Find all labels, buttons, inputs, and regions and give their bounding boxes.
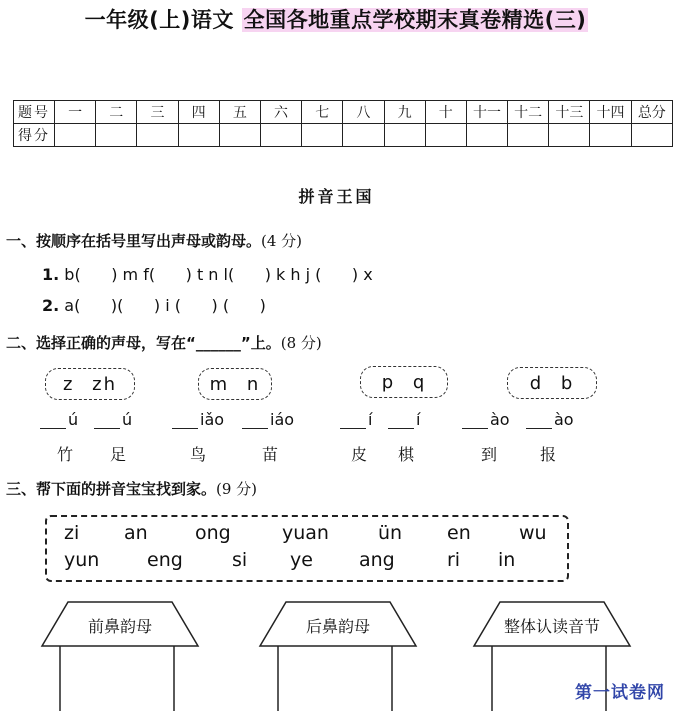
question-3-text: 三、帮下面的拼音宝宝找到家。 xyxy=(6,480,217,498)
score-cell[interactable] xyxy=(631,124,672,147)
hanzi-character: 报 xyxy=(540,445,557,464)
score-col-8: 八 xyxy=(343,101,384,124)
title-highlight: 全国各地重点学校期末真卷精选(三) xyxy=(243,8,587,32)
house-back-nasal[interactable] xyxy=(258,600,418,711)
question-1-points: (4 分) xyxy=(261,232,303,250)
score-col-1: 一 xyxy=(55,101,96,124)
pinyin-syllable[interactable]: wu xyxy=(519,522,547,544)
pinyin-syllable[interactable]: si xyxy=(232,549,248,571)
question-2-text: 二、选择正确的声母，写在“______”上。 xyxy=(6,334,281,352)
pinyin-syllable[interactable]: zi xyxy=(64,522,80,544)
choice-cloud-1: z zh xyxy=(45,368,135,400)
answer-blank[interactable] xyxy=(340,410,372,429)
pinyin-syllable[interactable]: in xyxy=(498,549,516,571)
answer-blank[interactable] xyxy=(172,410,224,429)
line-text: b( ) m f( ) t n l( ) k h j ( ) x xyxy=(59,265,373,284)
score-col-10: 十 xyxy=(425,101,466,124)
score-cell[interactable] xyxy=(549,124,590,147)
blank-final: ào xyxy=(554,410,574,429)
score-cell[interactable] xyxy=(302,124,343,147)
hanzi-character: 竹 xyxy=(57,445,74,464)
house-label: 后鼻韵母 xyxy=(305,617,370,636)
hanzi-character: 鸟 xyxy=(190,445,207,464)
score-cell[interactable] xyxy=(343,124,384,147)
pinyin-syllable[interactable]: ang xyxy=(359,549,395,571)
blank-line[interactable] xyxy=(40,412,66,429)
blank-line[interactable] xyxy=(242,412,268,429)
score-col-total: 总分 xyxy=(631,101,672,124)
score-cell[interactable] xyxy=(384,124,425,147)
pinyin-syllable[interactable]: ye xyxy=(290,549,313,571)
question-3-points: (9 分) xyxy=(216,480,258,498)
answer-blank[interactable] xyxy=(94,410,132,429)
score-col-9: 九 xyxy=(384,101,425,124)
pinyin-syllable[interactable]: an xyxy=(124,522,148,544)
score-table-score-row xyxy=(14,124,673,147)
question-1-text: 一、按顺序在括号里写出声母或韵母。 xyxy=(6,232,262,250)
choice-cloud-2: m n xyxy=(198,368,272,400)
answer-blank[interactable] xyxy=(40,410,78,429)
house-label: 前鼻韵母 xyxy=(87,617,152,636)
score-col-3: 三 xyxy=(137,101,178,124)
answer-blank[interactable] xyxy=(462,410,510,429)
house-front-nasal[interactable] xyxy=(40,600,200,711)
hanzi-character: 苗 xyxy=(262,445,279,464)
hanzi-character: 足 xyxy=(110,445,127,464)
score-col-14: 十四 xyxy=(590,101,631,124)
blank-final: í xyxy=(416,410,421,429)
blank-line[interactable] xyxy=(340,412,366,429)
score-col-5: 五 xyxy=(219,101,260,124)
line-number: 1. xyxy=(42,265,60,284)
choice-cloud-3: p q xyxy=(360,366,448,398)
hanzi-character: 皮 xyxy=(351,445,368,464)
blank-line[interactable] xyxy=(526,412,552,429)
score-col-13: 十三 xyxy=(549,101,590,124)
blank-final: ú xyxy=(122,410,133,429)
hanzi-character: 棋 xyxy=(398,445,415,464)
question-3-title xyxy=(6,478,257,499)
blank-final: ào xyxy=(490,410,510,429)
score-cell[interactable] xyxy=(178,124,219,147)
question-1-line-1 xyxy=(42,265,373,284)
pinyin-syllable[interactable]: eng xyxy=(147,549,183,571)
pinyin-syllable[interactable]: yun xyxy=(64,549,100,571)
score-cell[interactable] xyxy=(55,124,96,147)
score-cell[interactable] xyxy=(260,124,301,147)
score-col-7: 七 xyxy=(302,101,343,124)
section-title: 拼音王国 xyxy=(298,187,375,206)
score-row-label: 得分 xyxy=(14,124,55,147)
answer-blank[interactable] xyxy=(242,410,294,429)
score-cell[interactable] xyxy=(137,124,178,147)
score-col-11: 十一 xyxy=(466,101,507,124)
blank-final: í xyxy=(368,410,373,429)
score-cell[interactable] xyxy=(590,124,631,147)
question-1-line-2 xyxy=(42,296,266,315)
line-number: 2. xyxy=(42,296,60,315)
blank-line[interactable] xyxy=(94,412,120,429)
score-col-2: 二 xyxy=(96,101,137,124)
blank-line[interactable] xyxy=(462,412,488,429)
blank-final: iáo xyxy=(270,410,295,429)
title-prefix: 一年级(上)语文 xyxy=(84,8,234,32)
score-table xyxy=(13,100,673,147)
question-2-points: (8 分) xyxy=(280,334,322,352)
score-table-header-row xyxy=(14,101,673,124)
question-2-title xyxy=(6,332,322,353)
hanzi-character: 到 xyxy=(481,445,498,464)
score-col-4: 四 xyxy=(178,101,219,124)
line-text: a( )( ) i ( ) ( ) xyxy=(59,296,266,315)
page-title xyxy=(0,4,673,34)
score-cell[interactable] xyxy=(466,124,507,147)
blank-line[interactable] xyxy=(172,412,198,429)
score-col-12: 十二 xyxy=(508,101,549,124)
score-cell[interactable] xyxy=(96,124,137,147)
score-col-6: 六 xyxy=(260,101,301,124)
answer-blank[interactable] xyxy=(388,410,420,429)
watermark: 第一试卷网 xyxy=(575,683,665,703)
choice-cloud-4: d b xyxy=(507,367,597,399)
house-label: 整体认读音节 xyxy=(503,617,600,636)
blank-line[interactable] xyxy=(388,412,414,429)
answer-blank[interactable] xyxy=(526,410,574,429)
blank-final: ú xyxy=(68,410,79,429)
pinyin-syllable[interactable]: ong xyxy=(195,522,231,544)
score-row-label: 题号 xyxy=(14,101,55,124)
pinyin-syllable[interactable]: ri xyxy=(447,549,461,571)
score-cell[interactable] xyxy=(508,124,549,147)
pinyin-syllable[interactable]: en xyxy=(447,522,471,544)
question-1-title xyxy=(6,230,302,251)
pinyin-syllable[interactable]: ün xyxy=(378,522,403,544)
pinyin-syllable[interactable]: yuan xyxy=(282,522,329,544)
score-cell[interactable] xyxy=(219,124,260,147)
score-cell[interactable] xyxy=(425,124,466,147)
blank-final: iǎo xyxy=(200,410,225,429)
